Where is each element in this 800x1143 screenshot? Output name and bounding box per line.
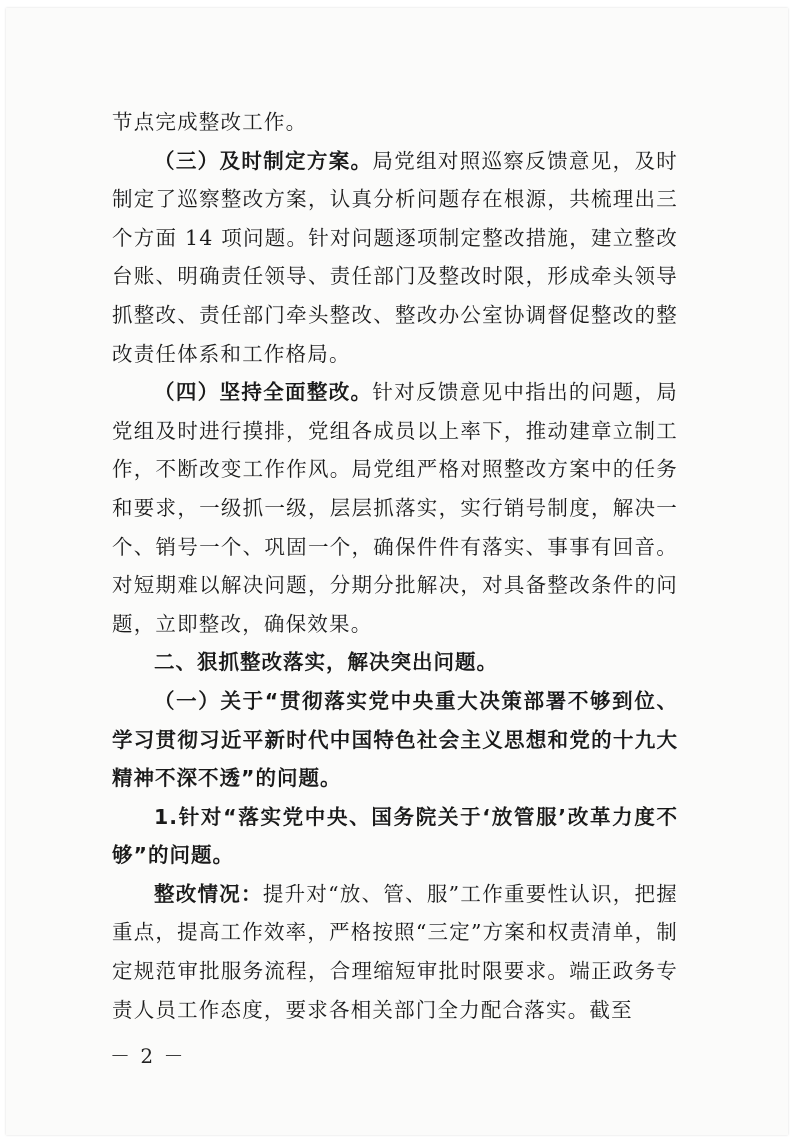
rectification-label: 整改情况： xyxy=(154,881,263,906)
paragraph-section-4 xyxy=(112,373,678,643)
paragraph-continuation xyxy=(112,103,678,142)
section-3-heading: （三）及时制定方案。 xyxy=(154,148,373,173)
section-4-heading: （四）坚持全面整改。 xyxy=(154,380,373,405)
item-1-title xyxy=(112,798,678,875)
continuation-text: 节点完成整改工作。 xyxy=(112,110,308,134)
item-1-title-text: 1.针对“落实党中央、国务院关于‘放管服’改革力度不够”的问题。 xyxy=(112,804,678,868)
subsection-1-title xyxy=(112,682,678,798)
paragraph-rectification xyxy=(112,875,678,1029)
part-2-title-text: 二、狠抓整改落实，解决突出问题。 xyxy=(154,650,498,675)
section-3-body: 局党组对照巡察反馈意见，及时制定了巡察整改方案，认真分析问题存在根源，共梳理出三个方面 14 项问题。针对问题逐项制定整改措施，建立整改台账、明确责任领导、责任部门及整改时限，形成牵头领导抓整改、责任部门牵头整改、整改办公室协调督促整改的整改责任体系和工作格局。 xyxy=(112,148,678,366)
page-number: － 2 － xyxy=(110,1044,186,1068)
part-2-title xyxy=(112,643,678,682)
document-body xyxy=(112,103,678,1029)
section-4-body: 针对反馈意见中指出的问题，局党组及时进行摸排，党组各成员以上率下，推动建章立制工作，不断改变工作作风。局党组严格对照整改方案中的任务和要求，一级抓一级，层层抓落实，实行销号制度，解决一个、销号一个、巩固一个，确保件件有落实、事事有回音。对短期难以解决问题，分期分批解决，对具备整改条件的问题，立即整改，确保效果。 xyxy=(112,380,678,636)
paragraph-section-3 xyxy=(112,142,678,374)
subsection-1-title-text: （一）关于“贯彻落实党中央重大决策部署不够到位、学习贯彻习近平新时代中国特色社会主义思想和党的十九大精神不深不透”的问题。 xyxy=(112,688,678,791)
rectification-body: 提升对“放、管、服”工作重要性认识，把握重点，提高工作效率，严格按照“三定”方案和权责清单，制定规范审批服务流程，合理缩短审批时限要求。端正政务专责人员工作态度，要求各相关部门全力配合落实。截至 xyxy=(112,881,678,1022)
